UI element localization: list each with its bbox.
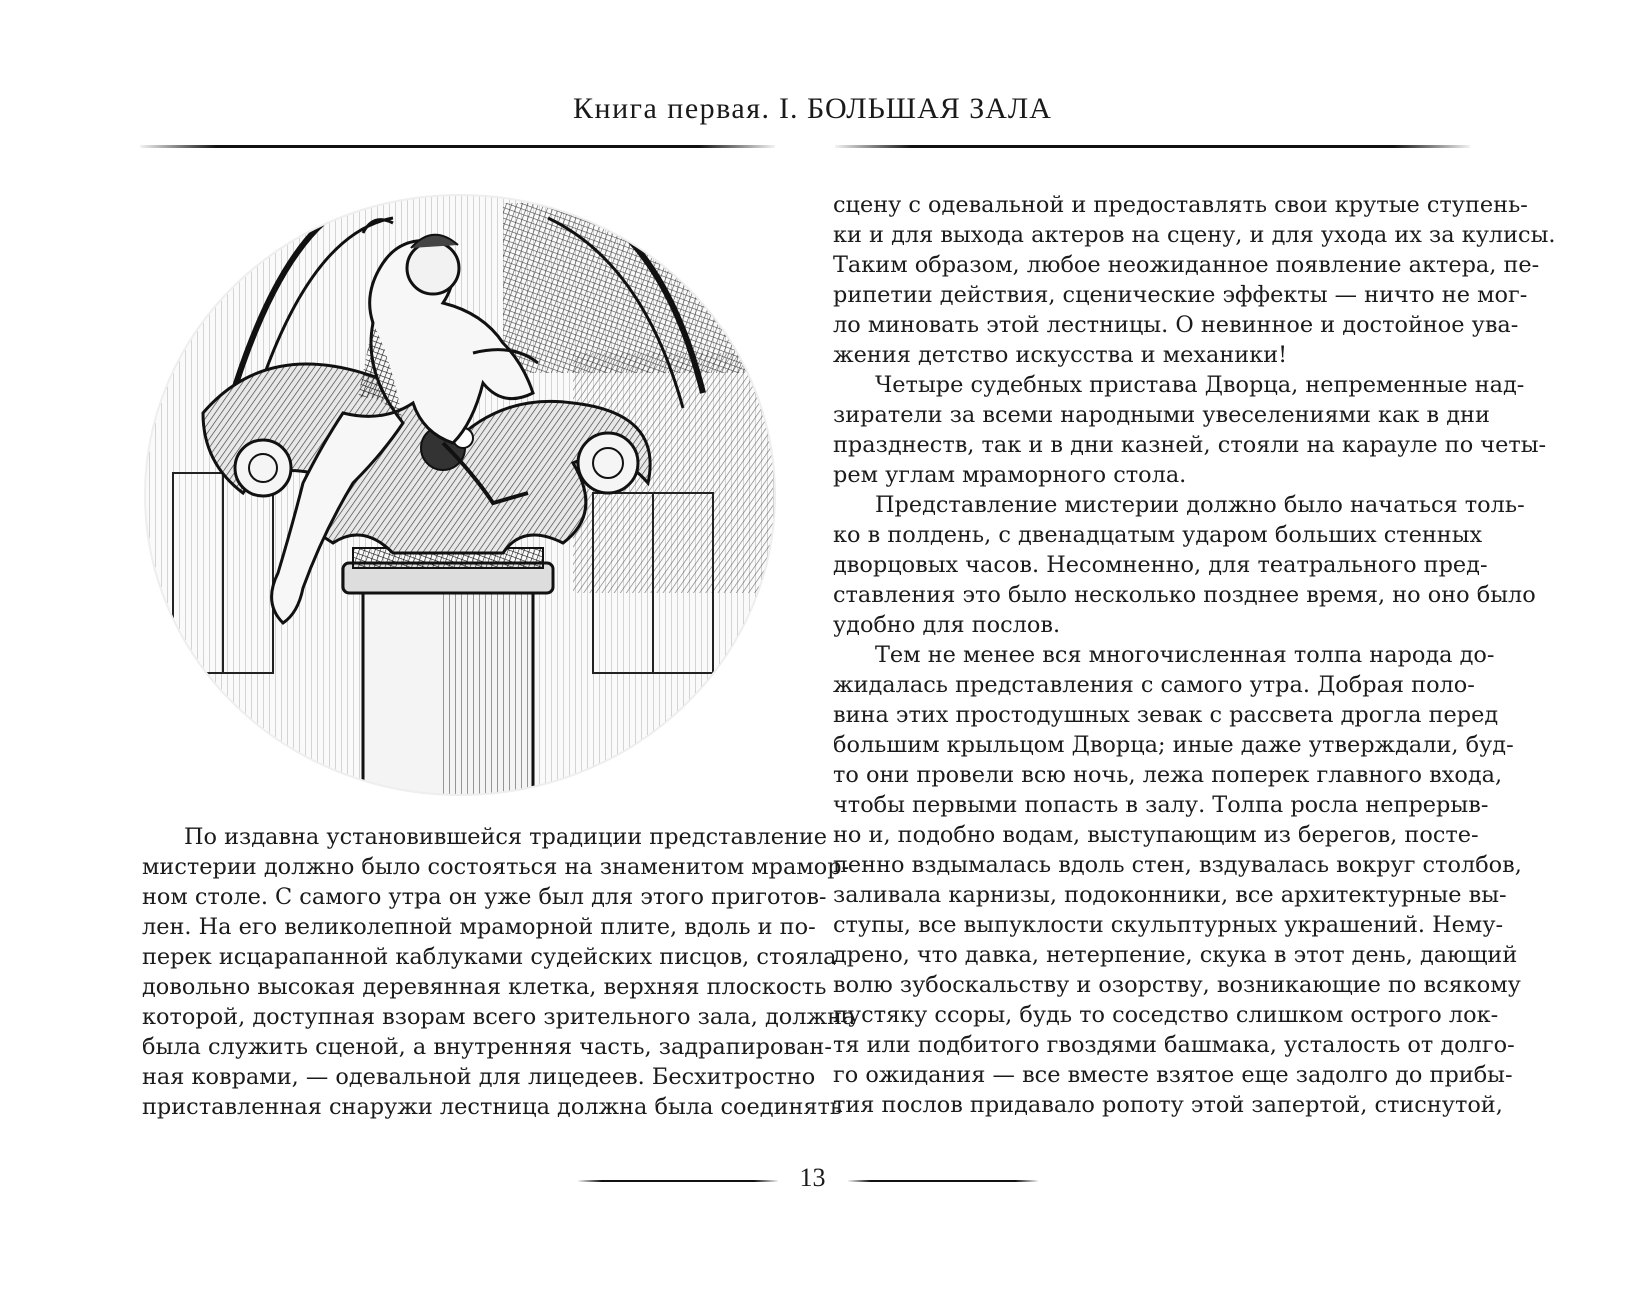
- book-title: Книга первая.: [573, 92, 771, 125]
- text-line: Тем не менее вся многочисленная толпа народа до-: [875, 642, 1495, 668]
- text-line: Представление мистерии должно было начаться толь-: [875, 492, 1525, 518]
- text-line: дрено, что давка, нетерпение, скука в этот день, дающий: [833, 942, 1518, 968]
- paragraph: [833, 190, 1556, 370]
- footer-rule-left: [578, 1180, 778, 1182]
- text-line: тя или подбитого гвоздями башмака, усталость от долго-: [833, 1032, 1515, 1058]
- header-rule-left: [140, 145, 775, 148]
- text-line: пенно вздымалась вдоль стен, вздувалась вокруг столбов,: [833, 852, 1522, 878]
- text-line: удобно для послов.: [833, 612, 1061, 638]
- text-line: которой, доступная взорам всего зрительного зала, должна: [142, 1004, 856, 1030]
- text-line: ном столе. С самого утра он уже был для этого приготов-: [142, 884, 827, 910]
- text-line: Четыре судебных пристава Дворца, непременные над-: [875, 372, 1525, 398]
- paragraph: [142, 822, 856, 1122]
- text-line: чтобы первыми попасть в залу. Толпа росла непрерыв-: [833, 792, 1489, 818]
- text-line: ко в полдень, с двенадцатым ударом больших стенных: [833, 522, 1483, 548]
- paragraph: [833, 370, 1547, 490]
- text-line: жидалась представления с самого утра. Добрая поло-: [833, 672, 1475, 698]
- text-line: рем углам мраморного стола.: [833, 462, 1187, 488]
- text-line: лен. На его великолепной мраморной плите, вдоль и по-: [142, 914, 816, 940]
- header-rule-right: [835, 145, 1470, 148]
- text-line: празднеств, так и в дни казней, стояли на карауле по четы-: [833, 432, 1547, 458]
- text-line: ки и для выхода актеров на сцену, и для ухода их за кулисы.: [833, 222, 1556, 248]
- chapter-title: I. БОЛЬШАЯ ЗАЛА: [779, 92, 1052, 125]
- text-line: перек исцарапанной каблуками судейских писцов, стояла: [142, 944, 837, 970]
- right-column-text: [833, 190, 1556, 1120]
- text-line: пустяку ссоры, будь то соседство слишком острого лок-: [833, 1002, 1499, 1028]
- text-line: но и, подобно водам, выступающим из берегов, посте-: [833, 822, 1479, 848]
- paragraph: [833, 640, 1522, 1120]
- text-line: заливала карнизы, подоконники, все архитектурные вы-: [833, 882, 1507, 908]
- text-line: По издавна установившейся традиции представление: [184, 824, 828, 850]
- text-line: Таким образом, любое неожиданное появление актера, пе-: [833, 252, 1540, 278]
- page-number: 13: [799, 1163, 826, 1192]
- text-line: ставления это было несколько позднее время, но оно было: [833, 582, 1536, 608]
- text-line: большим крыльцом Дворца; иные даже утверждали, буд-: [833, 732, 1514, 758]
- running-head: [0, 92, 1625, 126]
- footer-rule-right: [848, 1180, 1038, 1182]
- text-line: то они провели всю ночь, лежа поперек главного входа,: [833, 762, 1503, 788]
- text-line: ло миновать этой лестницы. О невинное и достойное ува-: [833, 312, 1519, 338]
- text-line: приставленная снаружи лестница должна была соединять: [142, 1094, 843, 1120]
- paragraph: [833, 490, 1536, 640]
- text-line: дворцовых часов. Несомненно, для театрального пред-: [833, 552, 1488, 578]
- text-line: зиратели за всеми народными увеселениями как в дни: [833, 402, 1490, 428]
- text-line: мистерии должно было состояться на знаменитом мрамор-: [142, 854, 850, 880]
- text-line: вина этих простодушных зевак с рассвета дрогла перед: [833, 702, 1499, 728]
- text-line: ступы, все выпуклости скульптурных украшений. Нему-: [833, 912, 1504, 938]
- text-line: тия послов придавало ропоту этой запертой, стиснутой,: [833, 1092, 1503, 1118]
- text-line: довольно высокая деревянная клетка, верхняя плоскость: [142, 974, 827, 1000]
- left-column-text: [142, 822, 856, 1122]
- text-line: волю зубоскальству и озорству, возникающие по всякому: [833, 972, 1521, 998]
- text-line: ная коврами, — одевальной для лицедеев. Бесхитростно: [142, 1064, 816, 1090]
- text-line: го ожидания — все вместе взятое еще задолго до прибы-: [833, 1062, 1513, 1088]
- text-line: была служить сценой, а внутренняя часть, задрапирован-: [142, 1034, 832, 1060]
- text-line: жения детство искусства и механики!: [833, 342, 1288, 368]
- text-line: рипетии действия, сценические эффекты — ничто не мог-: [833, 282, 1528, 308]
- engraving-illustration: [143, 193, 777, 797]
- text-line: сцену с одевальной и предоставлять свои крутые ступень-: [833, 192, 1528, 218]
